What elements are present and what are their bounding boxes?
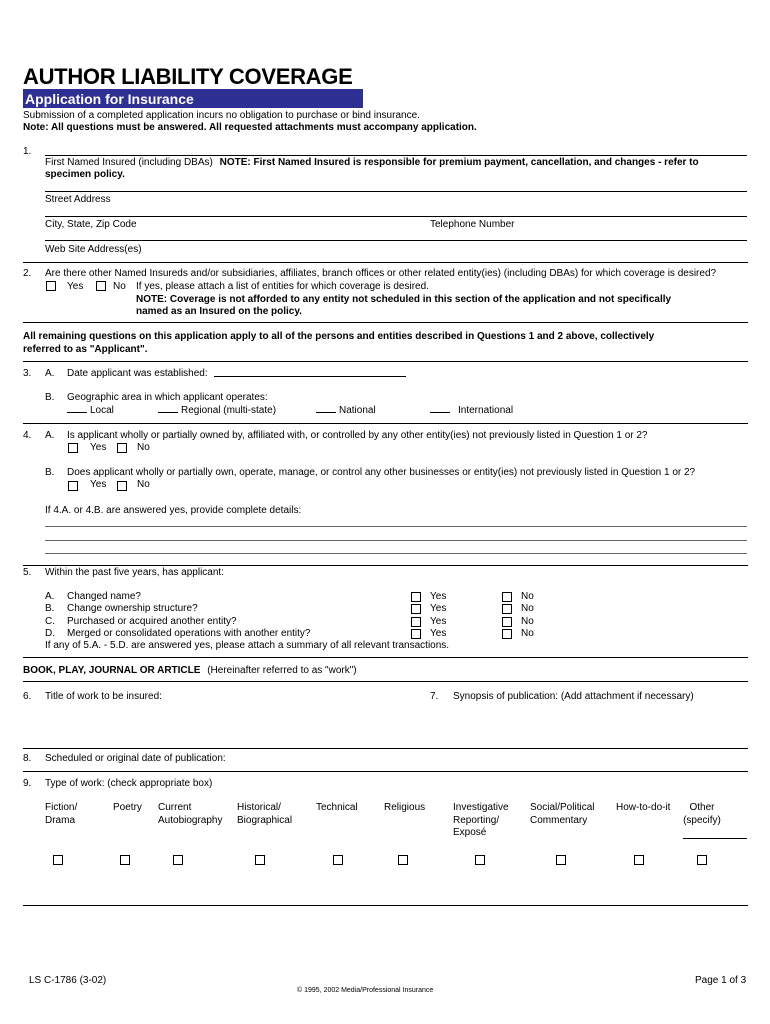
geo-international-label: International <box>458 405 514 416</box>
q5b-yes-checkbox[interactable] <box>411 604 421 614</box>
type-current-autobiography <box>158 802 223 827</box>
type-line: Autobiography <box>158 814 223 826</box>
insured-label-text: First Named Insured (including DBAs) <box>45 157 213 168</box>
type-line: Drama <box>45 814 76 826</box>
q5-item-label: A. <box>45 591 55 602</box>
type-line: Poetry <box>113 802 142 813</box>
insured-name-field[interactable] <box>45 155 747 156</box>
q5c-no-checkbox[interactable] <box>502 617 512 627</box>
details-line[interactable] <box>45 540 747 541</box>
q4b-no-label: No <box>137 479 150 490</box>
divider <box>23 748 748 749</box>
book-heading-text: BOOK, PLAY, JOURNAL OR ARTICLE <box>23 665 201 676</box>
type-investigative-checkbox[interactable] <box>475 855 485 865</box>
divider <box>23 905 748 906</box>
divider <box>23 423 748 424</box>
type-fiction-checkbox[interactable] <box>53 855 63 865</box>
q5-text: Within the past five years, has applicant: <box>45 567 224 578</box>
q4a-yes-label: Yes <box>90 442 107 453</box>
type-line: Historical/ <box>237 802 281 813</box>
geo-international-blank[interactable] <box>430 404 450 413</box>
q5d-no-checkbox[interactable] <box>502 629 512 639</box>
q2-text: Are there other Named Insureds and/or subsidiaries, affiliates, branch offices or other related entity(ies) (including DBAs) for which coverage is desired? <box>45 268 717 279</box>
type-investigative <box>453 802 509 840</box>
q5-number: 5. <box>23 567 32 578</box>
q5-summary: If any of 5.A. - 5.D. are answered yes, please attach a summary of all relevant transactions. <box>45 640 450 651</box>
q2-note-b: named as an Insured on the policy. <box>136 306 302 317</box>
intro-text: Submission of a completed application incurs no obligation to purchase or bind insurance. <box>23 110 420 121</box>
website-label: Web Site Address(es) <box>45 244 142 255</box>
q2-no-checkbox[interactable] <box>96 281 106 291</box>
q3b-text: Geographic area in which applicant operates: <box>67 392 268 403</box>
q6-text: Title of work to be insured: <box>45 691 162 702</box>
form-title: AUTHOR LIABILITY COVERAGE <box>23 64 353 89</box>
type-line: Biographical <box>237 814 293 826</box>
geo-national[interactable] <box>316 404 376 416</box>
type-religious <box>384 802 425 815</box>
q5-item-label: D. <box>45 628 55 639</box>
other-specify-field[interactable] <box>683 838 747 839</box>
q3a-label: A. <box>45 368 55 379</box>
q5-item-text: Purchased or acquired another entity? <box>67 616 237 627</box>
remaining-note-a: All remaining questions on this application apply to all of the persons and entities described in Questions 1 and 2 above, collectively <box>23 331 655 342</box>
q4b-yes-label: Yes <box>90 479 107 490</box>
type-line: (specify) <box>683 814 721 826</box>
q5-item-text: Change ownership structure? <box>67 603 198 614</box>
established-date-field[interactable] <box>214 376 406 377</box>
insured-note-a: NOTE: First Named Insured is responsible for premium payment, cancellation, and changes - refer to <box>219 157 699 168</box>
q4b-label: B. <box>45 467 55 478</box>
page-number: Page 1 of 3 <box>695 975 747 986</box>
geo-regional-blank[interactable] <box>158 404 178 413</box>
intro-note: Note: All questions must be answered. All requested attachments must accompany application. <box>23 122 477 133</box>
geo-regional[interactable] <box>158 404 276 416</box>
divider <box>23 657 748 658</box>
q5-item-label: C. <box>45 616 55 627</box>
q5-yes-label: Yes <box>430 603 447 614</box>
type-technical-checkbox[interactable] <box>333 855 343 865</box>
type-poetry-checkbox[interactable] <box>120 855 130 865</box>
q5-no-label: No <box>521 628 534 639</box>
type-howto-checkbox[interactable] <box>634 855 644 865</box>
q4a-no-checkbox[interactable] <box>117 443 127 453</box>
q3b-label: B. <box>45 392 55 403</box>
geo-national-blank[interactable] <box>316 404 336 413</box>
city-field[interactable] <box>45 216 747 217</box>
type-line: How-to-do-it <box>616 802 671 813</box>
website-field[interactable] <box>45 240 747 241</box>
divider <box>23 322 748 323</box>
street-label: Street Address <box>45 194 111 205</box>
type-line: Current <box>158 802 192 813</box>
q4b-no-checkbox[interactable] <box>117 481 127 491</box>
copyright: © 1995, 2002 Media/Professional Insurance <box>297 987 434 994</box>
q4b-yes-checkbox[interactable] <box>68 481 78 491</box>
type-poetry <box>113 802 142 815</box>
type-how-to <box>616 802 670 815</box>
q7-text: Synopsis of publication: (Add attachment if necessary) <box>453 691 694 702</box>
type-line: Technical <box>316 802 358 813</box>
q4a-text: Is applicant wholly or partially owned by, affiliated with, or controlled by any other entity(ies) not previously listed in Question 1 or 2? <box>67 430 648 441</box>
type-other <box>683 802 721 827</box>
divider <box>23 262 748 263</box>
type-line: Other <box>689 802 715 813</box>
q5b-no-checkbox[interactable] <box>502 604 512 614</box>
type-fiction <box>45 802 77 827</box>
q5-yes-label: Yes <box>430 591 447 602</box>
type-line: Commentary <box>530 814 588 826</box>
subtitle: Application for Insurance <box>25 91 194 107</box>
q5-no-label: No <box>521 603 534 614</box>
details-line[interactable] <box>45 553 747 554</box>
insured-note-b: specimen policy. <box>45 169 125 180</box>
q6-number: 6. <box>23 691 32 702</box>
q8-text: Scheduled or original date of publication: <box>45 753 226 764</box>
type-other-checkbox[interactable] <box>697 855 707 865</box>
q7-number: 7. <box>430 691 439 702</box>
subtitle-banner <box>23 89 363 108</box>
q5-item-text: Merged or consolidated operations with another entity? <box>67 628 311 639</box>
q2-yes-checkbox[interactable] <box>46 281 56 291</box>
divider <box>23 771 748 772</box>
q2-no-label: No <box>113 281 126 292</box>
q4a-yes-checkbox[interactable] <box>68 443 78 453</box>
q9-text: Type of work: (check appropriate box) <box>45 778 213 789</box>
q4-details-label: If 4.A. or 4.B. are answered yes, provide complete details: <box>45 505 302 516</box>
q5-item-label: B. <box>45 603 55 614</box>
q5d-yes-checkbox[interactable] <box>411 629 421 639</box>
book-subheading: (Hereinafter referred to as "work") <box>207 665 357 676</box>
type-line: Fiction/ <box>45 802 78 813</box>
phone-label: Telephone Number <box>430 219 515 230</box>
type-technical <box>316 802 358 815</box>
book-heading <box>23 665 357 676</box>
geo-local-blank[interactable] <box>67 404 87 413</box>
q4a-no-label: No <box>137 442 150 453</box>
geo-local[interactable] <box>67 404 114 416</box>
geo-local-label: Local <box>90 405 114 416</box>
type-social-political <box>530 802 594 827</box>
details-line[interactable] <box>45 526 747 527</box>
q5c-yes-checkbox[interactable] <box>411 617 421 627</box>
type-line: Investigative <box>453 802 509 813</box>
q9-number: 9. <box>23 778 32 789</box>
q2-number: 2. <box>23 268 32 279</box>
q4b-text: Does applicant wholly or partially own, operate, manage, or control any other businesses or entity(ies) not previously listed in Question 1 or 2? <box>67 467 696 478</box>
q1-number: 1. <box>23 146 32 157</box>
q5-no-label: No <box>521 591 534 602</box>
q5-yes-label: Yes <box>430 616 447 627</box>
type-line: Exposé <box>453 827 487 838</box>
q3-number: 3. <box>23 368 32 379</box>
insured-label <box>45 157 699 168</box>
q8-number: 8. <box>23 753 32 764</box>
city-label: City, State, Zip Code <box>45 219 137 230</box>
q5a-yes-checkbox[interactable] <box>411 592 421 602</box>
q2-attach-text: If yes, please attach a list of entities for which coverage is desired. <box>136 281 429 292</box>
q5-yes-label: Yes <box>430 628 447 639</box>
divider <box>23 681 748 682</box>
q5-no-label: No <box>521 616 534 627</box>
q4-number: 4. <box>23 430 32 441</box>
q5a-no-checkbox[interactable] <box>502 592 512 602</box>
form-id: LS C-1786 (3-02) <box>29 975 107 986</box>
type-line: Social/Political <box>530 802 595 813</box>
type-line: Religious <box>384 802 426 813</box>
type-religious-checkbox[interactable] <box>398 855 408 865</box>
q5-item-text: Changed name? <box>67 591 141 602</box>
type-line: Reporting/ <box>453 814 500 826</box>
geo-regional-label: Regional (multi-state) <box>181 405 277 416</box>
divider <box>23 361 748 362</box>
type-historical-checkbox[interactable] <box>255 855 265 865</box>
type-historical <box>237 802 292 827</box>
q3a-text: Date applicant was established: <box>67 368 208 379</box>
geo-national-label: National <box>339 405 376 416</box>
q2-yes-label: Yes <box>67 281 84 292</box>
remaining-note-b: referred to as "Applicant". <box>23 344 148 355</box>
type-social-checkbox[interactable] <box>556 855 566 865</box>
geo-international[interactable] <box>430 404 513 416</box>
type-current-checkbox[interactable] <box>173 855 183 865</box>
q2-note-a: NOTE: Coverage is not afforded to any entity not scheduled in this section of the application and not specifically <box>136 294 672 305</box>
street-field[interactable] <box>45 191 747 192</box>
divider <box>23 565 748 566</box>
q4a-label: A. <box>45 430 55 441</box>
